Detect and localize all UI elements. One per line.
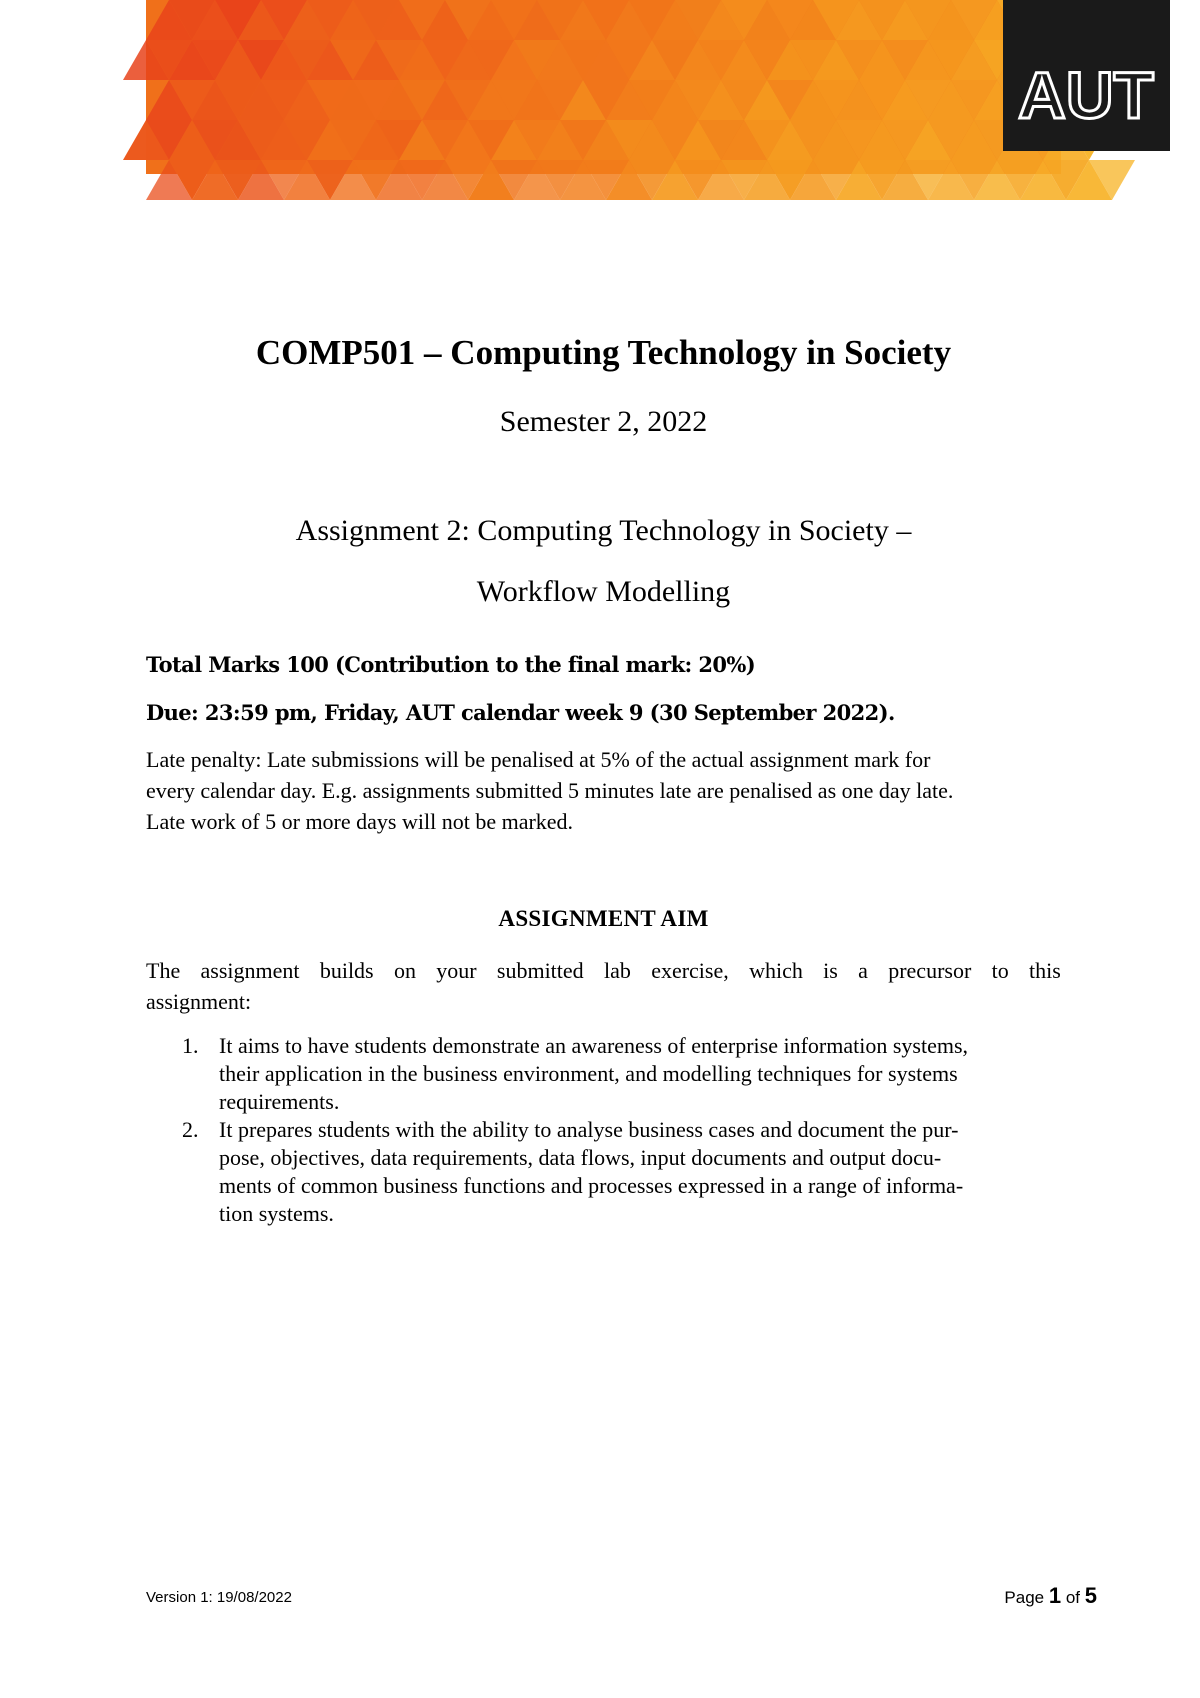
list-item-number: 1. <box>182 1033 199 1058</box>
course-title: COMP501 – Computing Technology in Society <box>255 333 952 372</box>
list-item-number: 2. <box>182 1117 199 1142</box>
aim-intro-word: a <box>858 958 868 983</box>
aim-intro-word: lab <box>603 958 631 983</box>
list-item-line: their application in the business environment, and modelling techniques for systems <box>219 1061 958 1086</box>
assignment-title-line: Assignment 2: Computing Technology in Society – <box>295 514 912 547</box>
semester: Semester 2, 2022 <box>499 405 708 438</box>
aim-intro-line <box>146 955 1061 986</box>
assignment-title <box>146 500 1061 622</box>
list-item-line: ments of common business functions and processes expressed in a range of informa- <box>219 1173 964 1198</box>
list-item-line: pose, objectives, data requirements, data flows, input documents and output docu- <box>219 1145 942 1170</box>
due-date: Due: 23:59 pm, Friday, AUT calendar week 9 (30 September 2022). <box>146 700 895 725</box>
banner-pattern <box>146 0 1061 174</box>
list-item <box>146 1116 1061 1228</box>
assignment-title-line: Workflow Modelling <box>476 575 731 608</box>
page-total: 5 <box>1084 1583 1097 1608</box>
late-penalty-line: Late penalty: Late submissions will be penalised at 5% of the actual assignment mark for <box>146 747 931 772</box>
list-item-line: It aims to have students demonstrate an awareness of enterprise information systems, <box>219 1033 969 1058</box>
aim-intro-word: to <box>991 958 1009 983</box>
aim-intro-word: is <box>823 958 838 983</box>
page-label: Page <box>1004 1588 1045 1607</box>
list-item-line: tion systems. <box>219 1201 334 1226</box>
aims-list <box>146 1032 1061 1228</box>
late-penalty <box>146 744 1061 837</box>
aim-intro-word: which <box>749 958 803 983</box>
aim-intro-word: your <box>436 958 477 983</box>
list-item-line: requirements. <box>219 1089 340 1114</box>
aim-intro-word: on <box>393 958 416 983</box>
aim-intro-word: this <box>1029 958 1061 983</box>
late-penalty-line: every calendar day. E.g. assignments submitted 5 minutes late are penalised as one day late. <box>146 778 954 803</box>
aim-intro <box>146 955 1061 1017</box>
list-item-line: It prepares students with the ability to analyse business cases and document the pur- <box>219 1117 959 1142</box>
aim-intro-word: assignment <box>200 958 300 983</box>
aim-intro-word: precursor <box>888 958 972 983</box>
total-marks: Total Marks 100 (Contribution to the final mark: 20%) <box>146 652 756 677</box>
aim-intro-word: builds <box>319 958 374 983</box>
version-info: Version 1: 19/08/2022 <box>146 1589 292 1606</box>
aim-intro-word: exercise, <box>651 958 729 983</box>
logo-text: AUT <box>1018 58 1154 132</box>
page-number <box>1004 1583 1097 1609</box>
aim-intro-word: submitted <box>496 958 584 983</box>
list-item <box>146 1032 1061 1116</box>
aim-intro-word: The <box>146 958 181 983</box>
header-banner <box>146 0 1154 174</box>
page-current: 1 <box>1048 1583 1062 1608</box>
section-heading: ASSIGNMENT AIM <box>498 906 709 931</box>
aim-intro-line: assignment: <box>146 989 252 1014</box>
page-of: of <box>1065 1588 1081 1607</box>
late-penalty-line: Late work of 5 or more days will not be marked. <box>146 809 574 834</box>
aut-logo <box>1003 0 1170 151</box>
